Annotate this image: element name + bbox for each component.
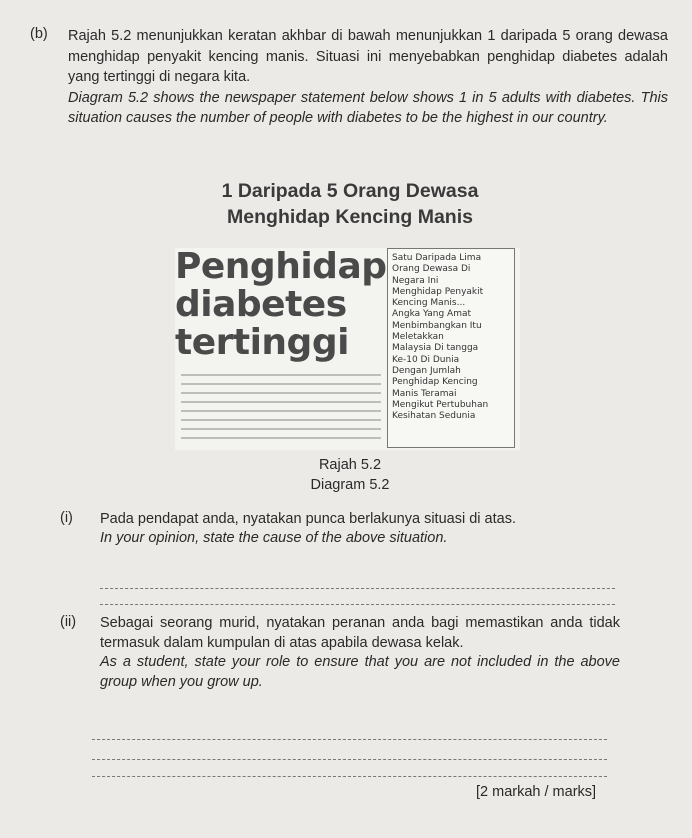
question-label: (b) (30, 26, 48, 42)
question-ii-english: As a student, state your role to ensure that you are not included in the above group when you grow up. (100, 654, 620, 690)
headline-line-1: 1 Daripada 5 Orang Dewasa (221, 180, 479, 202)
marks-label: [2 markah / marks] (476, 784, 597, 800)
newspaper-headline (160, 178, 540, 230)
question-i-english: In your opinion, state the cause of the above situation. (100, 530, 448, 546)
intro-text (68, 26, 668, 129)
sidebar-line: Mengikut Pertubuhan (392, 399, 489, 410)
sidebar-line: Meletakkan (392, 332, 444, 343)
caption-malay: Rajah 5.2 (318, 457, 382, 473)
sidebar-line: Kesihatan Sedunia (392, 411, 476, 422)
question-ii-malay: Sebagai seorang murid, nyatakan peranan anda bagi memastikan anda tidak termasuk dalam kumpulan di atas apabila dewasa kelak. (100, 615, 620, 651)
sidebar-line: Negara Ini (392, 275, 439, 286)
question-ii-number: (ii) (60, 614, 77, 630)
answer-line[interactable] (100, 604, 615, 605)
sidebar-line: Kencing Manis... (392, 298, 466, 309)
sidebar-line: Penghidap Kencing (392, 377, 478, 388)
clipping-title-line: Penghidap (175, 246, 387, 287)
clipping-title (175, 248, 385, 362)
question-i-number: (i) (60, 510, 73, 526)
sidebar-line: Orang Dewasa Di (392, 264, 471, 275)
sidebar-line: Malaysia Di tangga (392, 343, 479, 354)
question-i-malay: Pada pendapat anda, nyatakan punca berlakunya situasi di atas. (100, 511, 516, 527)
sidebar-line: Menbimbangkan Itu (392, 320, 482, 331)
intro-english: Diagram 5.2 shows the newspaper statement below shows 1 in 5 adults with diabetes. This situation causes the number of people with diabetes to be the highest in our country. (68, 89, 668, 126)
newspaper-clipping (175, 248, 520, 450)
answer-line[interactable] (100, 588, 615, 589)
headline-line-2: Menghidap Kencing Manis (227, 206, 473, 228)
question-ii (100, 614, 620, 692)
answer-line[interactable] (92, 776, 607, 777)
clipping-title-line: diabetes (175, 284, 347, 325)
answer-line[interactable] (92, 759, 607, 760)
clipping-sidebar-box (387, 248, 515, 448)
clipping-title-line: tertinggi (175, 322, 349, 363)
sidebar-line: Ke-10 Di Dunia (392, 354, 460, 365)
sidebar-line: Dengan Jumlah (392, 365, 461, 376)
sidebar-line: Angka Yang Amat (392, 309, 472, 320)
answer-line[interactable] (92, 739, 607, 740)
clipping-body-text-lines (181, 374, 381, 446)
sidebar-line: Manis Teramai (392, 388, 457, 399)
sidebar-line: Satu Daripada Lima (392, 253, 482, 263)
intro-malay: Rajah 5.2 menunjukkan keratan akhbar di bawah menunjukkan 1 daripada 5 orang dewasa menghidap penyakit kencing manis. Situasi ini menyebabkan penghidap diabetes adalah yang tertinggi di negara kita. (68, 28, 668, 85)
sidebar-line: Menghidap Penyakit (392, 286, 484, 297)
caption-english: Diagram 5.2 (310, 477, 390, 493)
question-i (100, 510, 620, 548)
